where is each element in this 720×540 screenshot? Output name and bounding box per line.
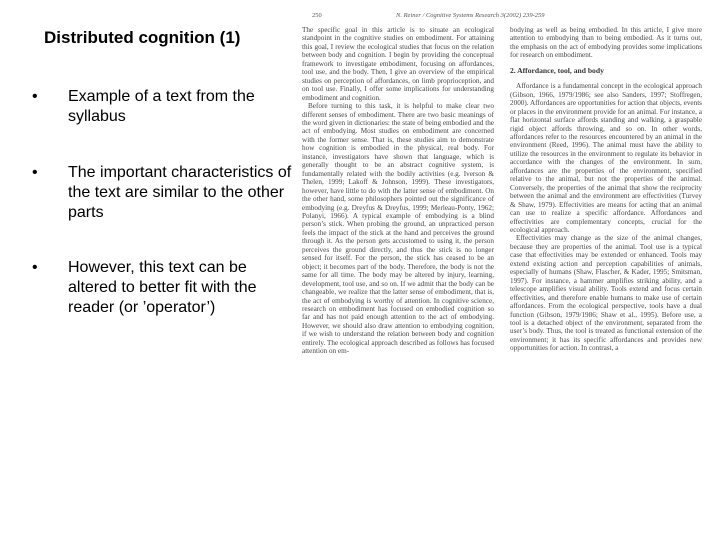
scan-paragraph: Before turning to this task, it is helpful to make clear two different senses of embodiment. There are two basic meanings of the word given in dictionaries: the state of being embodied and the act of embodying. Most studies on embodiment are concerned with the former sense. That is, these studies aim to demonstrate how cognition is embodied in the physical, real body. For instance, investigators have shown that language, which is generally thought to be an abstract cognitive system, is fundamentally related with the bodily activities (e.g. Iverson & Thelen, 1999; Lakoff & Johnson, 1999). These investigators, however, have little to do with the latter sense of embodiment. On the other hand, some philosophers pointed out the significance of embodying (e.g. Dreyfus & Dreyfus, 1999; Merleau-Ponty, 1962; Polanyi, 1966). A typical example of embodying is a blind person’s stick. When probing the ground, an unpracticed person feels the impact of the stick at the hand and perceives the ground through it. As the person gets accustomed to using it, the person perceives the ground directly, and thus the stick is no longer sensed for itself. For the person, the stick has ceased to be an object; it becomes part of the body. Therefore, the body is not the same for all time. The body may be altered by injury, learning, development, tool use, and so on. If we admit that the body can be changeable, we realize that the latter sense of embodiment, that is, the act of embodying is worthy of attention. In cognitive science, research on embodiment has focused on embodied cognition so far and has not paid enough attention to the act of embodying. However, we should also draw attention to embodying cognition, if we wish to understand the relation between body and cognition entirely. The ecological approach described as follows has focused attention on em- <box>302 102 494 356</box>
bullet-marker: • <box>32 259 38 276</box>
bullet-text: Example of a text from the syllabus <box>68 88 255 125</box>
bullet-text: The important characteristics of the text are similar to the other parts <box>68 164 292 221</box>
slide-title: Distributed cognition (1) <box>44 28 241 47</box>
scan-page-number: 250 <box>312 12 322 19</box>
scan-paragraph: Affordance is a fundamental concept in the ecological approach (Gibson, 1966, 1979/1986; see also Sanders, 1997; Stoffregen, 2000). Affordances are opportunities for action that objects, events or places in the environment provide for an animal. For instance, a flat horizontal surface affords standing and walking, a graspable rigid object affords throwing, and so on. In other words, affordances refer to the resources encountered by an animal in the environment (Reed, 1996). The animal must have the ability to utilize the resources in the environment to regulate its behavior in accordance with the changes of the environment. In sum, affordances are the properties of the environment, specified relative to the animal, but not the properties of the animal. Conversely, the properties of the animal that show the reciprocity between the animal and the environment are effectivities (Turvey & Shaw, 1979). Effectivities are means for acting that an animal can use to realize a specific affordance. Affordances and effectivities are complementary concepts, crucial for the ecological approach. <box>510 82 702 234</box>
bullet-text: However, this text can be altered to better fit with the reader (or ’operator’) <box>68 259 257 316</box>
scan-paragraph: bodying as well as being embodied. In this article, I give more attention to embodying than to being embodied. As it turns out, the emphasis on the act of embodying provides some implications for research on embodiment. <box>510 26 702 60</box>
scan-section-heading: 2. Affordance, tool, and body <box>510 65 604 75</box>
scan-left-column <box>302 26 494 526</box>
scan-paragraph: The specific goal in this article is to situate an ecological standpoint in the cognitive studies on embodiment. For attaining this goal, I review the ecological studies that focus on the relation between body and cognition. I begin by providing the conceptual framework to investigate embodiment, focusing on affordances, tool use, and the body. Then, I give an overview of the empirical studies on perception of affordances, on limb proprioception, and on tool use. Finally, I offer some implications for understanding embodiment and cognition. <box>302 26 494 102</box>
scan-paragraph: Effectivities may change as the size of the animal changes, because they are properties of the animal. Tool use is a typical case that effectivities may be extended or enhanced. Tools may extend existing action and perception capabilities of animals, especially of humans (Shaw, Flascher, & Kader, 1995; Smitsman, 1997). For instance, a hammer amplifies striking ability, and a telescope amplifies visual ability. Tools extend and focus certain effectivities, and therefore enable humans to make use of certain affordances. From the ecological perspective, tools have a dual function (Gibson, 1979/1986; Shaw et al., 1995). Before use, a tool is a detached object of the environment, separated from the user’s body. Thus, the tool is treated as functional extension of the environment; it has its specific affordances and provides new opportunities for action. In contrast, a <box>510 234 702 353</box>
scan-running-head: N. Reiner / Cognitive Systems Research 3(2002) 239-259 <box>396 12 545 19</box>
scanned-article-page <box>298 10 708 530</box>
scan-right-column <box>510 26 702 526</box>
bullet-marker: • <box>32 164 38 181</box>
bullet-marker: • <box>32 88 38 105</box>
